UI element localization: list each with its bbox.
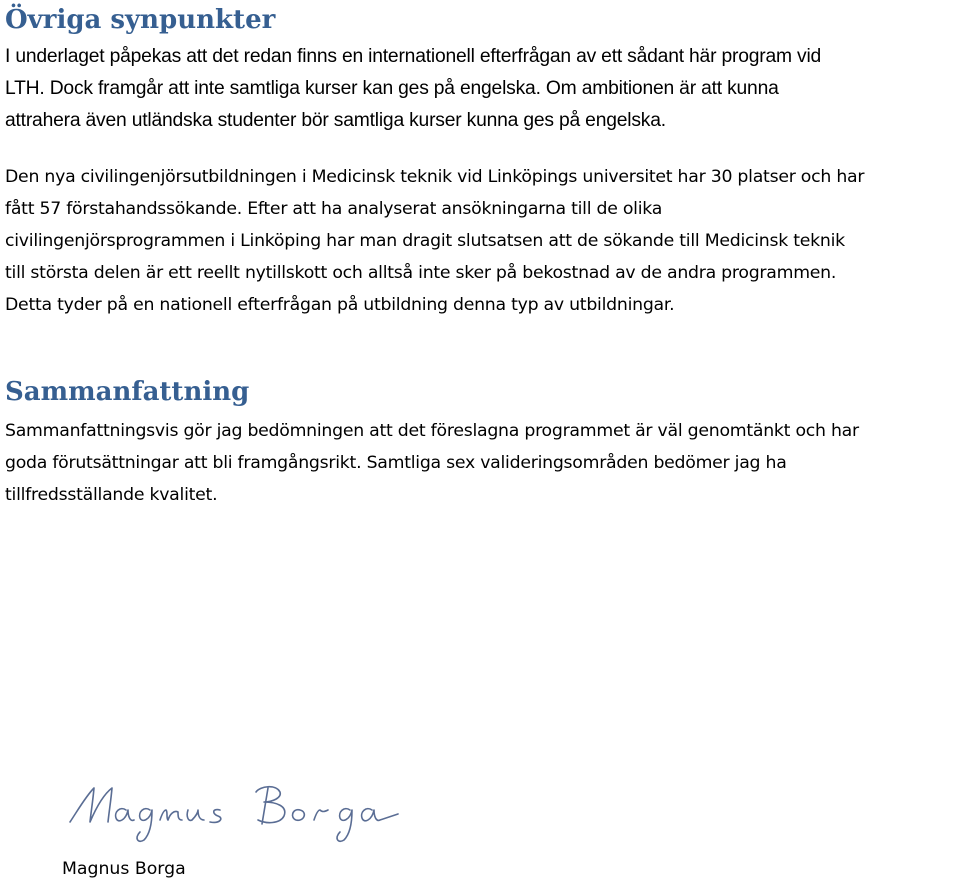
paragraph-line: goda förutsättningar att bli framgångsrikt. Samtliga sex valideringsområden bedömer jag ha (5, 453, 787, 473)
paragraph-line: civilingenjörsprogrammen i Linköping har man dragit slutsatsen att de sökande till Medicinsk teknik (5, 231, 845, 251)
paragraph-linkoping-program (5, 161, 960, 321)
section-heading-ovriga-synpunkter: Övriga synpunkter (5, 5, 276, 35)
paragraph-line: till största delen är ett reellt nytillskott och alltså inte sker på bekostnad av de andra programmen. (5, 263, 837, 283)
paragraph-line: Sammanfattningsvis gör jag bedömningen att det föreslagna programmet är väl genomtänkt och har (5, 421, 859, 441)
paragraph-line: tillfredsställande kvalitet. (5, 485, 218, 505)
paragraph-summary (5, 415, 960, 511)
paragraph-line: Den nya civilingenjörsutbildningen i Medicinsk teknik vid Linköpings universitet har 30 platser och har (5, 167, 865, 187)
paragraph-line: Detta tyder på en nationell efterfrågan på utbildning denna typ av utbildningar. (5, 295, 675, 315)
handwritten-signature (60, 770, 410, 850)
paragraph-line: attrahera även utländska studenter bör samtliga kurser kunna ges på engelska. (5, 110, 666, 131)
section-heading-sammanfattning: Sammanfattning (5, 377, 250, 407)
signature-name: Magnus Borga (62, 859, 186, 879)
paragraph-international-demand (5, 41, 960, 137)
paragraph-line: fått 57 förstahandssökande. Efter att ha analyserat ansökningarna till de olika (5, 199, 663, 219)
paragraph-line: LTH. Dock framgår att inte samtliga kurser kan ges på engelska. Om ambitionen är att kunna (5, 78, 779, 99)
paragraph-line: I underlaget påpekas att det redan finns en internationell efterfrågan av ett sådant här program vid (5, 46, 822, 67)
